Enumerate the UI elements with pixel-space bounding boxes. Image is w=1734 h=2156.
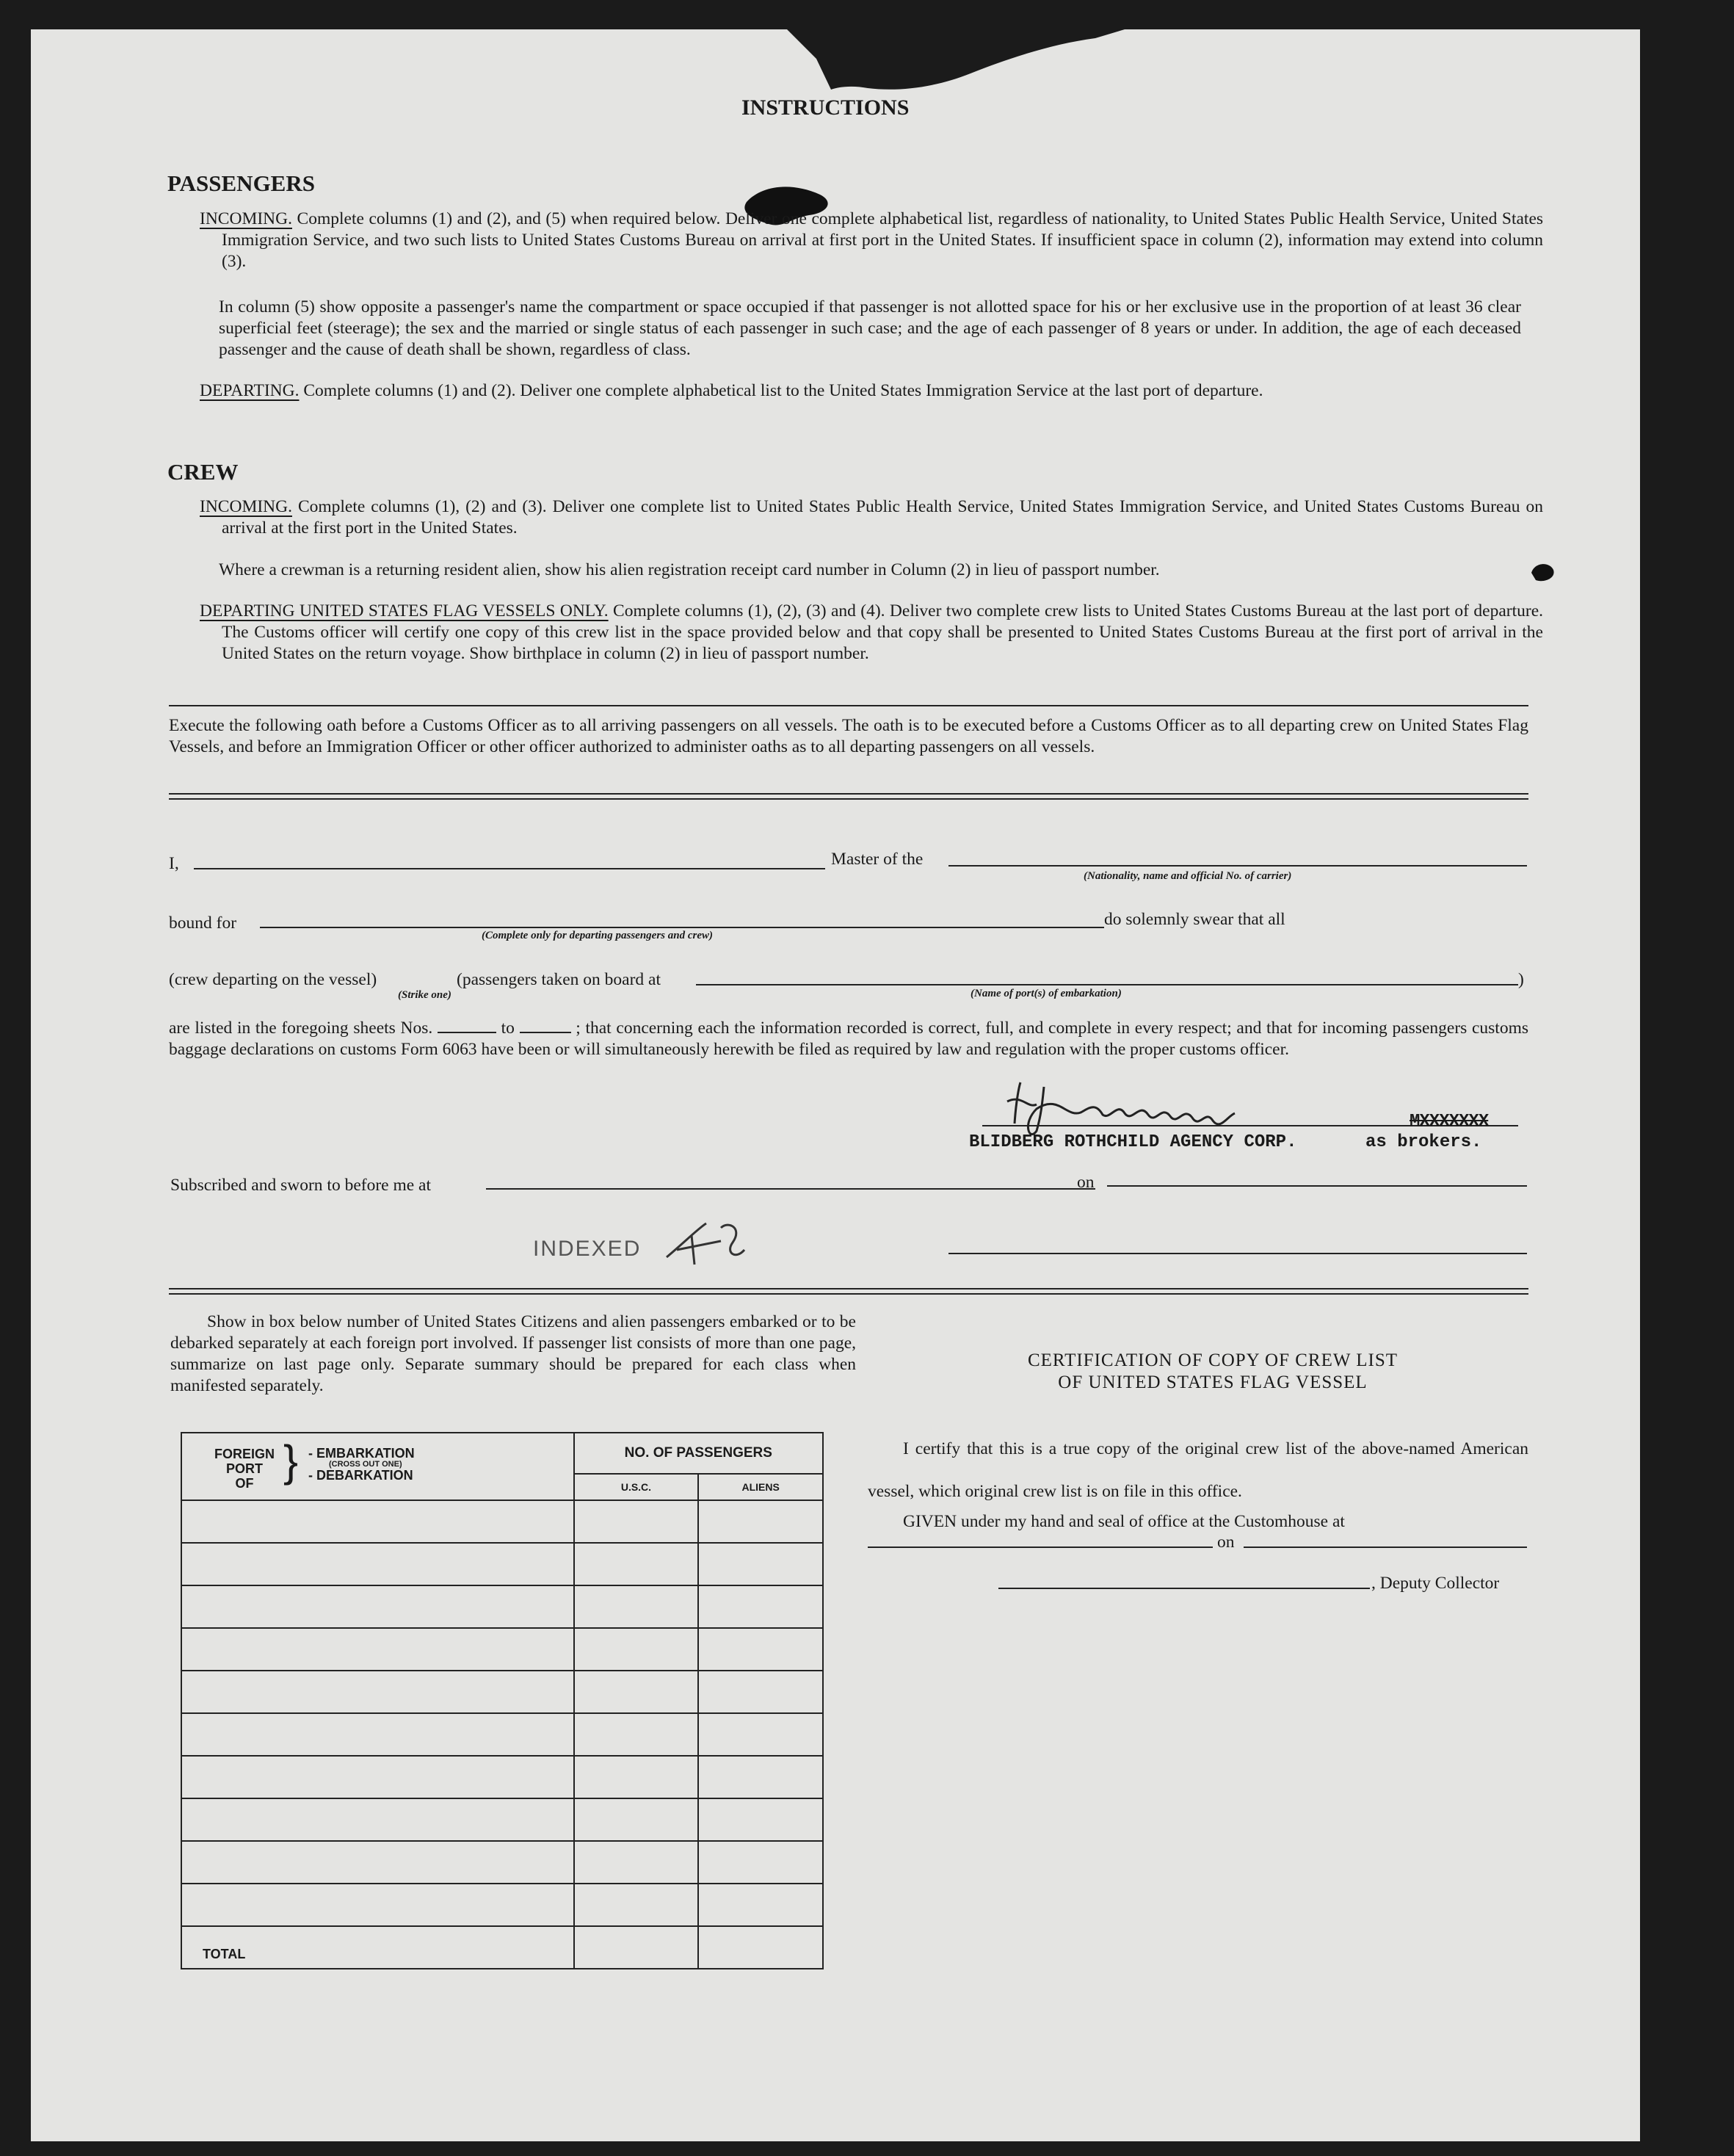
crew-incoming-label: INCOMING. [200, 497, 292, 516]
sheet-from-field[interactable] [438, 1019, 496, 1033]
page-title: INSTRUCTIONS [741, 95, 910, 120]
listed-text-a: are listed in the foregoing sheets Nos. [169, 1019, 433, 1038]
of-label: OF [235, 1476, 254, 1491]
port-cell[interactable] [181, 1884, 574, 1926]
crew-resident-text: Where a crewman is a returning resident alien, show his alien registration receipt card number in Column (2) in lieu of passport number. [219, 560, 1160, 579]
port-cell[interactable] [181, 1671, 574, 1713]
subscribed-label: Subscribed and sworn to before me at [170, 1176, 432, 1195]
crew-incoming [200, 496, 1543, 539]
cert-on-label: on [1217, 1533, 1235, 1552]
aliens-cell[interactable] [698, 1628, 823, 1671]
aliens-cell[interactable] [698, 1585, 823, 1628]
port-cell[interactable] [181, 1798, 574, 1841]
deputy-collector-label: , Deputy Collector [1371, 1574, 1500, 1593]
given-text: GIVEN under my hand and seal of office at the Customhouse at [903, 1512, 1345, 1531]
divider [169, 705, 1528, 706]
crew-departing-text: Complete columns (1), (2), (3) and (4). Deliver two complete crew lists to United States Customs Bureau at the last port of departure. The Customs officer will certify one copy of this crew list in the space provided below and that copy shall be presented to United States Customs Bureau at the first port of arrival in the United States on the return voyage. Show birthplace in column (2) in lieu of passport number. [222, 601, 1543, 663]
no-of-passengers-header: NO. OF PASSENGERS [574, 1433, 823, 1474]
port-cell[interactable] [181, 1713, 574, 1756]
embarkation-option: - EMBARKATION [308, 1446, 415, 1461]
oath-instruction: Execute the following oath before a Customs Officer as to all arriving passengers on all vessels. The oath is to be executed before a Customs Officer as to all departing crew on United States Flag Vessels, and before an Immigration Officer or other officer authorized to administer oaths as to all departing passengers on all vessels. [169, 716, 1528, 756]
usc-cell[interactable] [574, 1628, 699, 1671]
port-cell[interactable] [181, 1500, 574, 1543]
total-label: TOTAL [181, 1926, 574, 1969]
port-options [308, 1447, 415, 1482]
aliens-cell[interactable] [698, 1798, 823, 1841]
aliens-cell[interactable] [698, 1841, 823, 1884]
bound-for-label: bound for [169, 914, 237, 933]
port-cell[interactable] [181, 1628, 574, 1671]
passengers-column5-text: In column (5) show opposite a passenger's name the compartment or space occupied if that passenger is not allotted space for his or her exclusive use in the proportion of at least 36 clear superficial feet (steerage); the sex and the married or single status of each passenger in such case; and the age of each passenger of 8 years or under. In addition, the age of each deceased passenger and the cause of death shall be shown, regardless of class. [219, 297, 1521, 359]
crew-incoming-text: Complete columns (1), (2) and (3). Deliver one complete list to United States Public Health Service, United States Immigration Service, and United States Customs Bureau on arrival at the first port in the United States. [222, 497, 1543, 538]
embarkation-port-field[interactable] [696, 984, 1518, 985]
usc-cell[interactable] [574, 1884, 699, 1926]
officer-signature-field[interactable] [948, 1253, 1527, 1254]
certification-title-line2: OF UNITED STATES FLAG VESSEL [1058, 1372, 1368, 1392]
certification-title [860, 1350, 1565, 1394]
crew-departing [200, 601, 1543, 665]
aliens-cell[interactable] [698, 1884, 823, 1926]
total-aliens-cell[interactable] [698, 1926, 823, 1969]
aliens-header: ALIENS [698, 1474, 823, 1500]
passengers-incoming-label: INCOMING. [200, 209, 292, 228]
usc-cell[interactable] [574, 1500, 699, 1543]
customhouse-field[interactable] [868, 1547, 1213, 1548]
swear-label: do solemnly swear that all [1104, 910, 1285, 929]
aliens-cell[interactable] [698, 1671, 823, 1713]
carrier-field[interactable] [948, 865, 1527, 867]
sworn-on-label: on [1077, 1173, 1095, 1192]
oath-i-label: I, [169, 854, 179, 873]
summary-instruction: Show in box below number of United States Citizens and alien passengers embarked or to be debarked separately at each foreign port involved. If passenger list consists of more than one page, summarize on last page only. Separate summary should be prepared for each class when manifested separately. [170, 1312, 856, 1395]
port-header-cell [181, 1433, 574, 1500]
passengers-departing [200, 380, 1543, 402]
port-cell[interactable] [181, 1756, 574, 1798]
usc-cell[interactable] [574, 1798, 699, 1841]
passengers-incoming-text: Complete columns (1) and (2), and (5) when required below. Deliver one complete alphabetical list, regardless of nationality, to United States Public Health Service, United States Immigration Service, and two such lists to United States Customs Bureau on arrival at first port in the United States. If insufficient space in column (2), information may extend into column (3). [222, 209, 1544, 271]
usc-cell[interactable] [574, 1671, 699, 1713]
nationality-caption: (Nationality, name and official No. of carrier) [1084, 870, 1292, 882]
document-page [31, 29, 1640, 2141]
passengers-heading: PASSENGERS [167, 170, 315, 196]
certify-text: I certify that this is a true copy of the original crew list of the above-named American vessel, which original crew list is on file in this office. [868, 1439, 1528, 1501]
usc-header: U.S.C. [574, 1474, 699, 1500]
ink-mark-graphic [1528, 558, 1558, 587]
cert-date-field[interactable] [1244, 1547, 1527, 1548]
port-label: PORT [225, 1461, 263, 1476]
usc-cell[interactable] [574, 1713, 699, 1756]
master-name-field[interactable] [194, 868, 825, 869]
deputy-signature-field[interactable] [998, 1588, 1370, 1589]
sworn-at-field[interactable] [486, 1188, 1095, 1190]
sheet-to-field[interactable] [520, 1019, 571, 1033]
double-divider-2 [169, 1288, 1528, 1295]
port-cell[interactable] [181, 1543, 574, 1585]
listed-to: to [501, 1019, 515, 1038]
port-cell[interactable] [181, 1585, 574, 1628]
strike-caption: (Strike one) [398, 989, 451, 1001]
indexed-stamp: INDEXED [533, 1237, 642, 1261]
passengers-departing-label: DEPARTING. [200, 381, 300, 400]
passengers-board-option: (passengers taken on board at [457, 970, 661, 989]
typed-strikeout: MXXXXXXX [1410, 1112, 1489, 1132]
oath-statement [169, 1018, 1528, 1060]
listed-text-b: ; that concerning each the information recorded is correct, full, and complete in every respect; and that for incoming passengers customs baggage declarations on customs Form 6063 have been or will simultaneously herewith be filed as required by law and regulation with the proper customs officer. [169, 1019, 1529, 1059]
usc-cell[interactable] [574, 1841, 699, 1884]
passengers-departing-text: Complete columns (1) and (2). Deliver one complete alphabetical list to the United States Immigration Service at the last port of departure. [303, 381, 1263, 400]
usc-cell[interactable] [574, 1585, 699, 1628]
embark-caption: (Name of port(s) of embarkation) [971, 988, 1122, 999]
handwritten-initials [662, 1220, 750, 1272]
brace-glyph: } [283, 1436, 299, 1486]
usc-cell[interactable] [574, 1756, 699, 1798]
passengers-incoming [200, 209, 1543, 272]
master-of-label: Master of the [831, 850, 924, 869]
port-cell[interactable] [181, 1841, 574, 1884]
double-divider [169, 793, 1528, 800]
aliens-cell[interactable] [698, 1543, 823, 1585]
brokers-label: as brokers. [1365, 1132, 1482, 1152]
crew-departing-label: DEPARTING UNITED STATES FLAG VESSELS ONLY. [200, 601, 609, 621]
foreign-port-of [211, 1447, 277, 1491]
aliens-cell[interactable] [698, 1756, 823, 1798]
agency-name: BLIDBERG ROTHCHILD AGENCY CORP. [969, 1132, 1297, 1152]
usc-cell[interactable] [574, 1543, 699, 1585]
debarkation-option: - DEBARKATION [308, 1468, 413, 1483]
bound-for-field[interactable] [260, 927, 1104, 928]
complete-caption: (Complete only for departing passengers and crew) [482, 930, 713, 941]
sworn-on-field[interactable] [1107, 1185, 1527, 1187]
crew-heading: CREW [167, 459, 239, 485]
certification-title-line1: CERTIFICATION OF COPY OF CREW LIST [1027, 1350, 1399, 1370]
aliens-cell[interactable] [698, 1713, 823, 1756]
crew-departing-option: (crew departing on the vessel) [169, 970, 377, 989]
total-usc-cell[interactable] [574, 1926, 699, 1969]
passenger-summary-table [181, 1432, 824, 1969]
cross-out-caption: (CROSS OUT ONE) [329, 1460, 402, 1469]
aliens-cell[interactable] [698, 1500, 823, 1543]
close-paren: ) [1518, 970, 1524, 989]
foreign-label: FOREIGN [214, 1447, 275, 1461]
